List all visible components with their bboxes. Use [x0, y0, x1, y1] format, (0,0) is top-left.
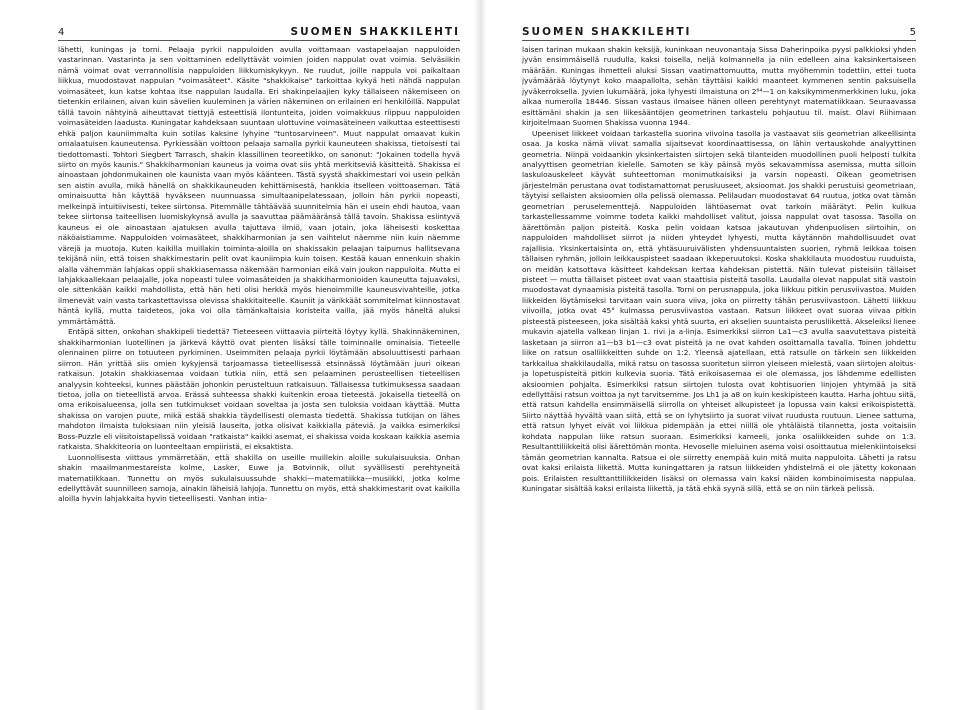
page-number: 4 [58, 27, 65, 38]
page-number: 5 [909, 27, 916, 38]
book-gutter [474, 0, 486, 710]
paragraph: lähetti, kuningas ja torni. Pelaaja pyrkii nappuloiden avulla voittamaan vastapelaajan nappuloiden vastarinnan. Vastarinta ja sen voittaminen edellyttävät voimien joiden nappulat ovat voimia. Selväsiikin nämä voimat ovat verrannollisia nappuloiden liikkumiskykyyn. Ne ruudut, joille nappula voi paikaltaan liikkua, muodostavat nappulan "voimasäteet". Käsite "shakkikaise" tarkoittaa kykyä heti nähdä nappulan voimasäteet, kun katse kohtaa itse nappulan laudalla. Eri shakinpelaajien kyky tällaiseen näkemiseen on tietenkin erilainen, aivan kuin sävelien kuuleminen ja värien näkeminen on erilainen eri henkilöillä. Nappulat tällä tavoin nähtyinä aiheuttavat tiettyjä esteettisiä ilontunteita, joiden voimakkuus riippuu nappuloiden voimasäteiden laadusta. Kuningatar kahdeksaan suuntaan ulottuvine voimasäteineen vaikuttaa esteettisesti ehkä paljon kauniimmalta kuin sotilas kaksine lyhyine "tuntosarvineen". Muut nappulat omaavat kukin omalaatuisen kauneutensa. Pyrkiessään voittoon pelaaja samalla pyrkii kauneuteen shakissa, tietoisesti tai tiedottomasti. Tohtori Siegbert Tarrasch, shakin klassillinen teoreetikko, on sanonut: "Jokainen todella hyvä siirto on myös kaunis." Shakkiharmonian kauneus ja voima ovat siis yhtä merkitseviä käsitteitä. Shakissa ei ainoastaan johdonmukainen ole kaunista vaan myös käänteen. Tästä syystä shakkimestari voi usein pelkän sen aistin avulla, mikä hänellä on shakkikauneuden kehittämisestä, hankkia itselleen voittoaseman. Tätä ominaisuutta hän käyttää hyväkseen nuunnuassa simultaanipelatessaan, jolloin hän pyrkii nopeasti, melkeinpä intuitiivisesti, tekee siirtonsa. Pitemmälle tähtäävää suunnitelmia hän ei usein ehdi hautoa, vaan tekee siirtonsa taiteellisen luomiskykynsä avulla ja saavuttaa päämääränsä tällä tavoin. Shakissa esiintyvä kauneus ei ole ainoastaan ajatuksen avulla tajuttava ilmiö, vaan jotain, joka läheisesti koskettaa näköaistiamme. Nappuloiden voimasäteet, shakkiharmonian ja sen vaihtelut näemme niin kuin näemme värejä ja muotoja. Kuten kaikilla muillakin toiminta-aloilla on shakissakin pelaajan taipumus hallitsevana tekijänä niin, että toisen shakkimestarin pelit ovat kauniimpia kuin toisen. Kestää kauan ennenkuin shakin alalla vähemmän lahjakas oppii shakkiasemassa näkemään harmonian eikä vain joukon nappuloita. Mutta ei lahjakkaallekaan pelaajalle, joka nopeasti tulee voimasäteiden ja shakkiharmonioiden kauneutta tajuavaksi, ole sittenkään kaikki mahdollista, että hän heti olisi herkkä myös hienoimmille kauneusvivahteille, jotka ilmenevät vain vasta tarkastettavissa olevissa shakkitaiteelle. Kauniit ja värikkäät sommitelmat kiinnostavat häntä kyllä, mutta taideteos, joka voi olla tämänkaltaisia koristeita vailla, jää myös häneltä aluksi ymmärtämättä. [58, 45, 460, 326]
left-page-header [58, 0, 460, 41]
running-head: SUOMEN SHAKKILEHTI [290, 26, 460, 38]
left-page [0, 0, 474, 710]
running-head: SUOMEN SHAKKILEHTI [522, 26, 692, 38]
left-page-body [58, 45, 460, 705]
right-page-header [522, 0, 916, 41]
paragraph: Upeeniset liikkeet voidaan tarkastella suorina viivoina tasolla ja vastaavat siis geometrian alkeellisinta osaa. Ja koska nämä viivat samalla sijaitsevat koordinaattisessa, on lähin vertauskohde analyyttinen geometria. Niinpä voidaankin yksinkertaisten siirtojen sekä tilanteiden muodollinen puoli helposti tulkita analyyttisen geometrian kielelle. Samoten se käy päinsä myös sekavammissa asemissa, mutta silloin laskuloauskeleet käyvät suhteettoman monimutkaisiksi ja varsin nopeasti. Oikean geometrisen järjestelmän perustana ovat todistamattomat perusluuseet, aksioomat. Jos shakki perustuisi geometriaan, täytyisi sellaisten aksioomien olla pelissä olemassa. Pelilaudan muodostavat 64 ruutua, jotka ovat tämän geometrian peruselementtejä. Nappuloiden lähtöasemat ovat tarkoin määrätyt. Pelin kulkua tarkastellessamme voimme todeta kaikki mahdolliset valitut, joissa nappulat ovat tasossa. Tasolla on äärettömän paljon pisteitä. Koska pelin voidaan katsoa jakautuvan yhdenpuolisen siirtoihin, on nappuloiden mahdolliset siirrot ja niiden yhteydet lyhyesti, mutta käytännön mahdollisuudet ovat rajallisia. Yksinkertaisinta on, että yhtäsuuruivälisten yhdensuuntaisten suorien, ryhmä leikkaa toisen tällaisen ryhmän, jolloin leikkauspisteet saadaan ikkeperuutoksi. Koska shakkilauta muodostuu ruuduista, on meidän katsottava käsitteet kahdeksan kertaa kahdeksan pistettä. Näin tulevat pisteisiin tällaiset pisteet — mutta tällaiset pisteet ovat vaan staattisia pisteitä tasolla. Laudalla olevat nappulat sitä vastoin muodostavat dynaamisia pisteitä tasolla. Torni on perusnappula, joka liikkuu pitkin perusviivastoa. Muiden liikkeiden löytämiseksi tarvitaan vain suora viiva, joka on piirretty tähän perusviivastoon. Lähetti liikkuu viivoilla, jotka ovat 45° kulmassa perusviivastoa vastaan. Ratsun liikkeet ovat suoraa viivaa pitkin pisteestä pisteeseen, joka sisältää kaksi yhtä suurta, eri akselien suuntaista perusliikettä. Akseleiksi lienee mukavin ajatella valkean linjan 1. rivi ja a-linja. Esimerkiksi siirron La1—c3 avulla saavutettava pisteitä lasketaan ja siirron a1—b3 b1—c3 ovat pisteitä ja ne ovat kahden osoittamalla tavalla. Toinen johdettu liike on ratsun osalliikkeitten suhde on 1:2. Yleensä ajatellaan, että ratsulle on tärkein sen liikkeiden tarkkailua shakkilaudalla, mikä ratsu on tasossa suoritetun siirron yleiseen mielestä, vaan siirtojen aloitus- ja lopetuspisteitä pitkin kulkevia suoria. Tätä erikoisasemaa ei ole olemassa, jos lähdemme edellisten aksioomien pohjalta. Esimerkiksi ratsun siirtojen tulosta ovat kohtisuorien linjojen yhtymää ja sitä edellyttäisi ratsun voittoa ja nyt tarvitsemme. Jos Lh1 ja a8 on kuin keskipisteen kautta. Harha johtuu siitä, että ratsun kahdella ensimmäisellä siirrolla on yhteiset alkupisteet ja lopussa vain kaksi erikoispistettä. Siirto näyttää hyvältä vaan siitä, että se on lyhytsiirto ja suorat viivat ruudusta ruutuun. Lienee sattuma, että ratsun lyhyet eivät voi liikkua pidempään ja ettei niillä ole yhtäläistä tilannetta, josta voitaisiin kohdata nappulan liike ratsun suoraan. Esimerkiksi kameeli, jonka osaliikkeiden suhde on 1:3. Resultanttiliikkeitä olisi äärettömän monta. Hevoselle mieluinen asema voisi osoittautua mielenkiintoiseksi tämän geometrian kannalta. Ratsua ei ole siirretty enempää kuin mitä muita nappuloita. Lähetti ja ratsu ovat kaksi erilaista liikettä. Mutta kuningattaren ja ratsun liikkeiden yhdistelmä ei ole jätetty kokonaan pois. Erilaisten resulttanttiliikkeiden lisäksi on olemassa vain kaksi näiden kombinoimisesta nappulaa. Kuningatar sisältää kaksi erilaista liikettä, ja tätä ehkä syynä sillä, että se on niin tärkeä pelissä. [522, 128, 916, 494]
right-page [486, 0, 960, 710]
paragraph: Entäpä sitten, onkohan shakkipeli tiedettä? Tieteeseen viittaavia piirteitä löytyy kyllä. Shakinnäkeminen, shakkiharmonian luotellinen ja järkevä käyttö ovat pienten lisäksi tälle toiminnalle ominaisia. Tieteelle olennainen piirre on totuuteen pyrkiminen. Useimmiten pelaaja pyrkii löytämään absoluuttisesti parhaan siirron. Hän yrittää siis omien kykyjensä tarjoamassa tieteellisessä etsinnässä löytämään juuri oikean ratkaisun. Jotakin shakkiasemaa voidaan tutkia niin, että sen pelaaminen perusteellisen tieteellisen analyysin kohteeksi, kunnes päästään johonkin perusteltuun ratkaisuun. Tällaisessa tutkimuksessa saadaan tietoa, jolla on tieteellistä arvoa. Erässä suhteessa shakki kuitenkin eroaa tieteestä. Jokaisella tieteellä on oma erikoisalueensa, jolla sen tutkimukset voidaan soveltaa ja josta sen tuloksia voidaan käyttää. Mutta shakissa on varojen puute, mikä estää shakkia täydellisesti olemasta tiedettä. Shakissa tutkijan on lähes mahdoton ilmaista tuloksiaan niin yleisiä lauseita, jotka olisivat kaikkialla päteviä. Ja vaikka esimerkiksi Boss-Puzzle eli viisitoistapelissä voidaan "ratkaista" kaikki asemat, ei shakissa voida koskaan kaikkia asemia ratkaista. Shakkiteoria on luonteeltaan empiiristä, ei eksaktista. [58, 327, 460, 452]
right-page-body [522, 45, 916, 705]
paragraph: laisen tarinan mukaan shakin keksijä, kuninkaan neuvonantaja Sissa Daherinpoika pyysi palkkioksi yhden jyvän ensimmäisellä ruudulla, kaksi toisella, neljä kolmannella ja niin edelleen aina kaksinkertaiseen määrään. Kuningas ihmetteli aluksi Sissan vaatimattomuutta, mutta myöhemmin todettiin, ettei tuota jyvämäärää löytynyt koko maapallolta, sehän täyttäisi kaikki maanteet kymmenen sentin paksuisella jyväkerroksella. Jyvien lukumäärä, joka lyhyesti ilmaistuna on 2⁶⁴—1 on kaksikymmenmerkkinen luku, joka alkaa numerolla 18446. Sissan vastaus ilmaisee hänen olleen perehtynyt matematiikkaan. Seuraavassa esittämäni shakin ja sen liikesääntöjen geometrinen tarkastelu pohjautuu til. maist. Olavi Riihimaan kirjoitelmaan Suomen Shakissa vuonna 1944. [522, 45, 916, 128]
paragraph: Luonnollisesta viittaus ymmärretään, että shakilla on useille muillekin aloille sukulaisuuksia. Onhan shakin maailmanmestareista kolme, Lasker, Euwe ja Botvinnik, ollut syvällisesti perehtyneitä matematiikkaan. Tunnettu on myös sukulaisuussuhde shakki—matematiikka—musiikki, jotka kolme edellyttävät suunnilleen samoja, ainakin läheisiä lahjoja. Tunnettu on myös, että shakkimestarit ovat kaikilla aloilla hyvin lahjakkaita hyvin tieteellisesti. Vanhan intia- [58, 452, 460, 504]
